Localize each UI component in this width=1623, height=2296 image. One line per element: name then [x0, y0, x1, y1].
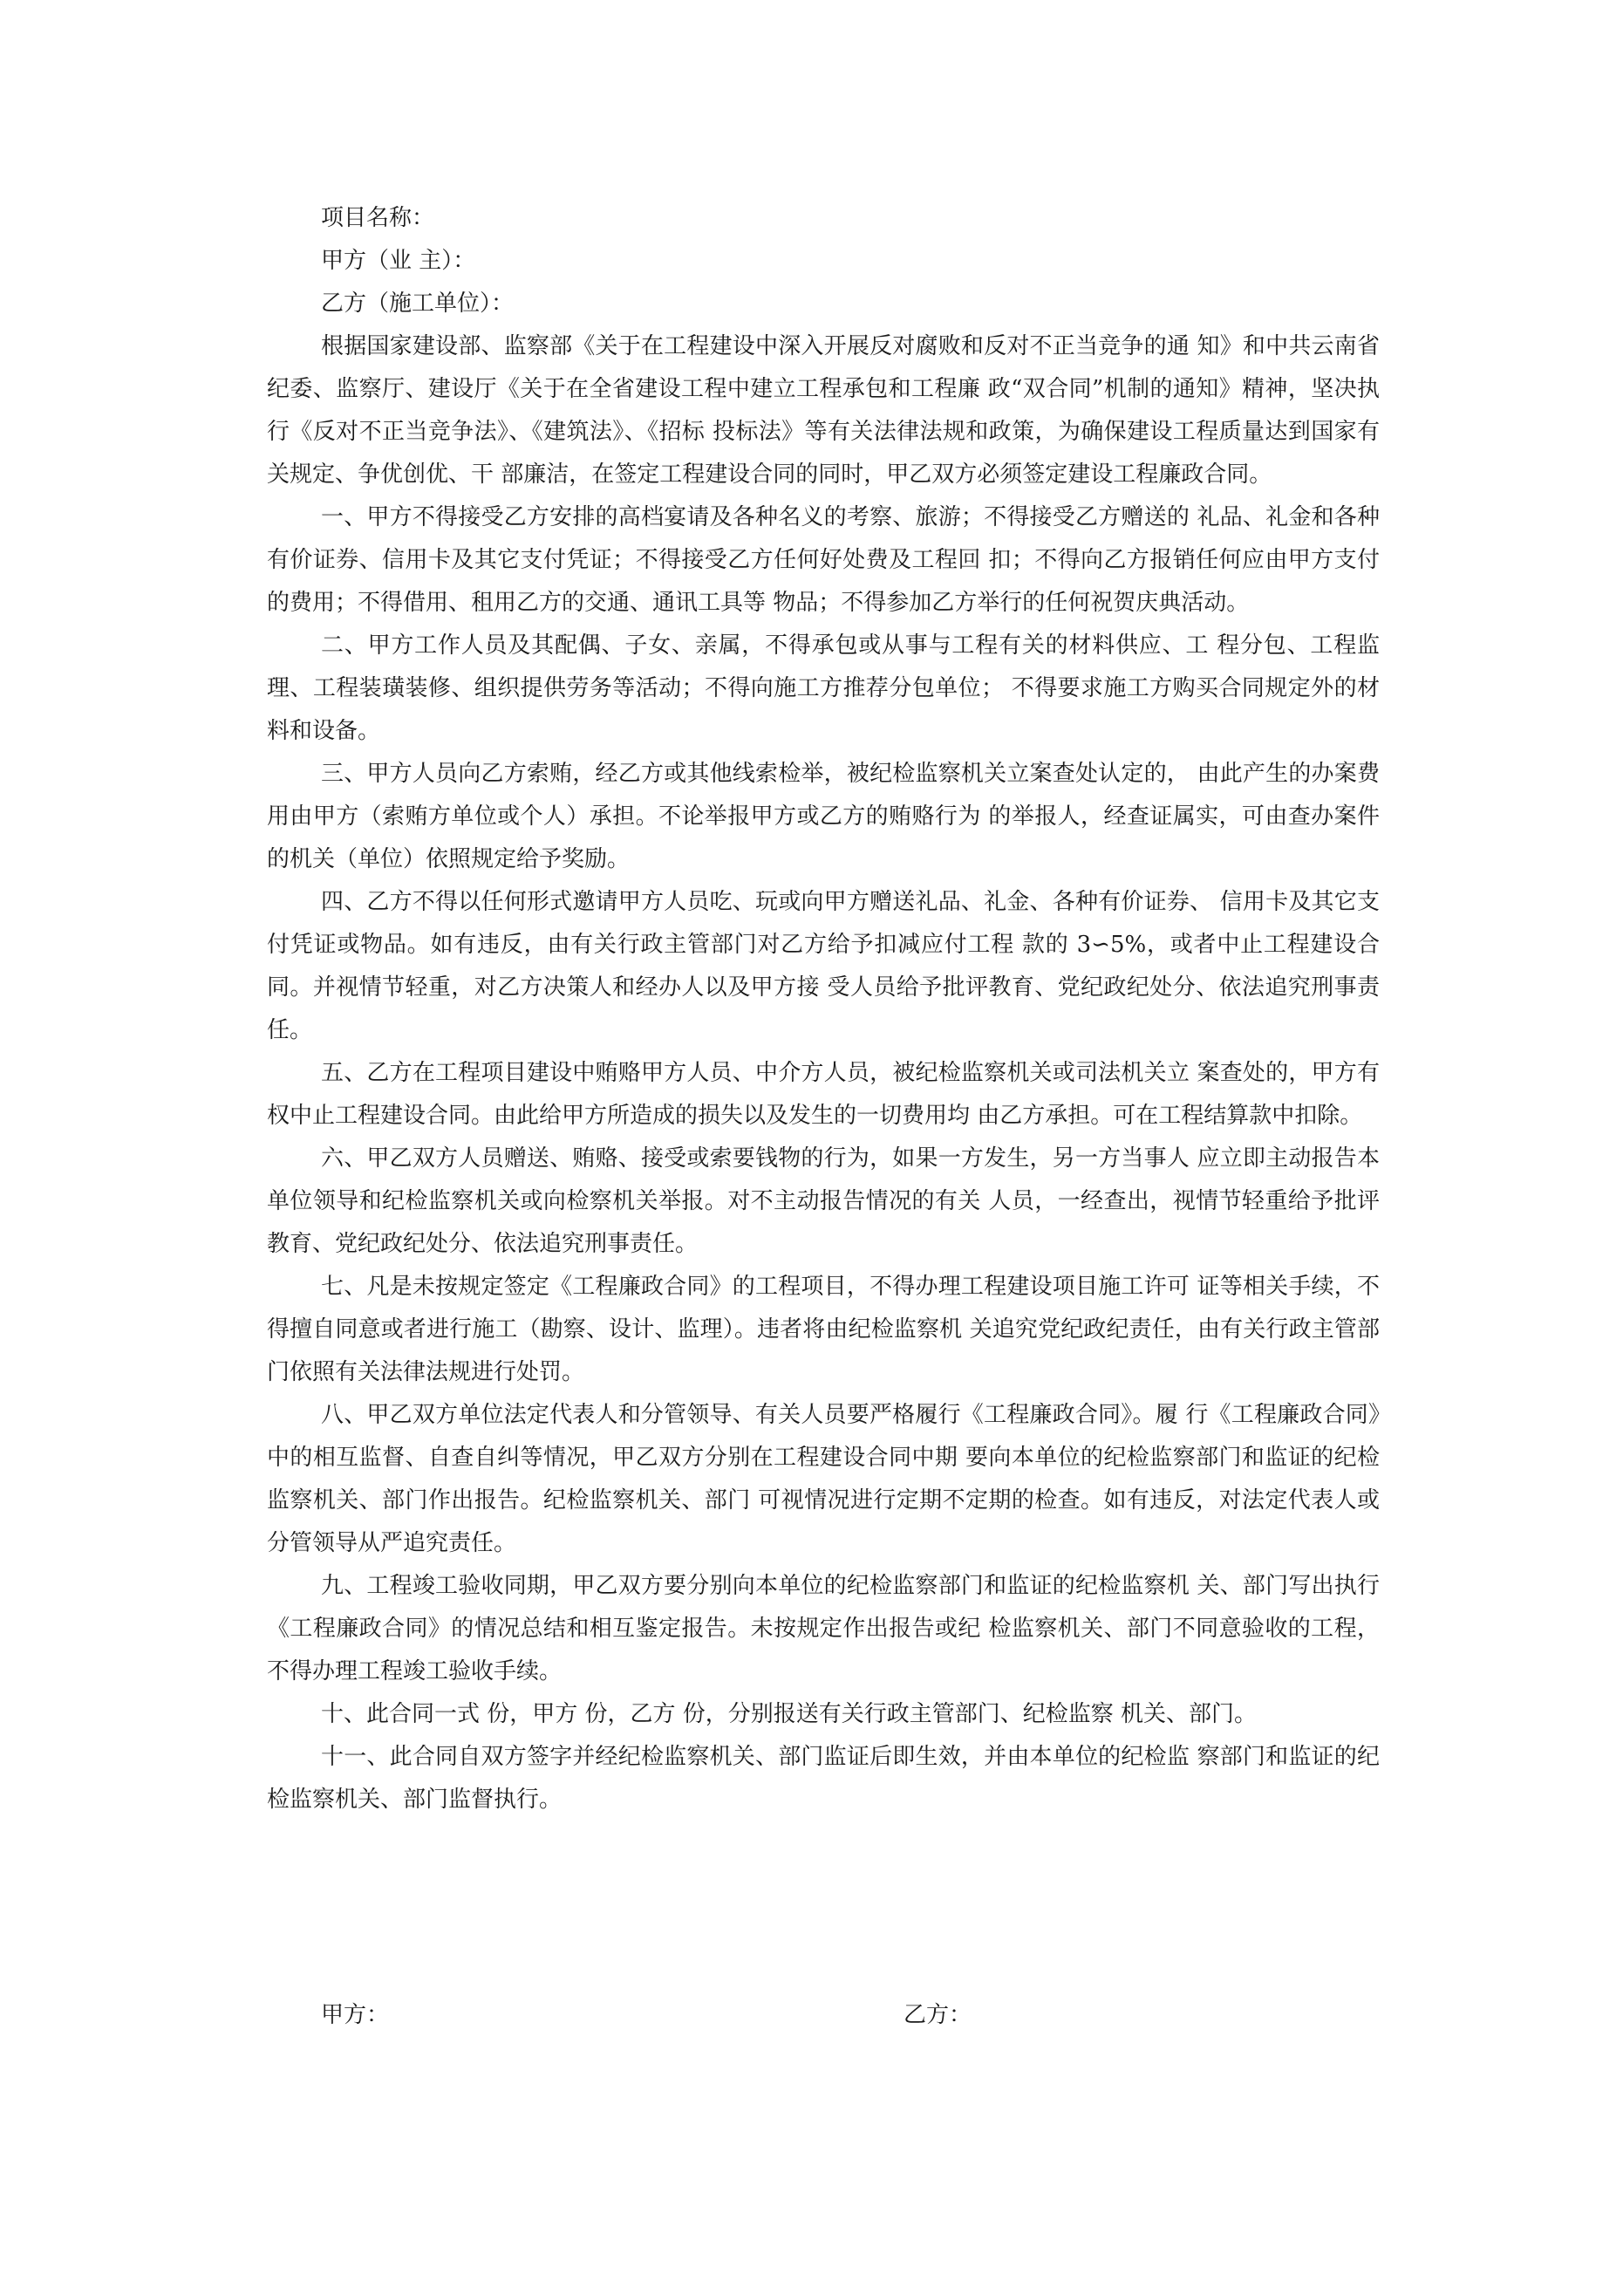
- paragraph-clause-4: 四、乙方不得以任何形式邀请甲方人员吃、玩或向甲方赠送礼品、礼金、各种有价证券、 信用卡及其它支付凭证或物品。如有违反，由有关行政主管部门对乙方给予扣减应付工程 款的 3∽5%，或者中止工程建设合同。并视情节轻重，对乙方决策人和经办人以及甲方接 受人员给予批评教育、党纪政纪处分、依法追究刑事责任。: [267, 889, 1380, 1043]
- paragraph-clause-1: 一、甲方不得接受乙方安排的高档宴请及各种名义的考察、旅游；不得接受乙方赠送的 礼品、礼金和各种有价证券、信用卡及其它支付凭证；不得接受乙方任何好处费及工程回 扣；不得向乙方报销任何应由甲方支付的费用；不得借用、租用乙方的交通、通讯工具等 物品；不得参加乙方举行的任何祝贺庆典活动。: [267, 504, 1380, 616]
- paragraph-clause-8: 八、甲乙双方单位法定代表人和分管领导、有关人员要严格履行《工程廉政合同》。履 行《工程廉政合同》中的相互监督、自查自纠等情况，甲乙双方分别在工程建设合同中期 要向本单位的纪检监察部门和监证的纪检监察机关、部门作出报告。纪检监察机关、部门 可视情况进行定期不定期的检查。如有违反，对法定代表人或分管领导从严追究责任。: [267, 1402, 1380, 1556]
- paragraph-clause-5: 五、乙方在工程项目建设中贿赂甲方人员、中介方人员，被纪检监察机关或司法机关立 案查处的，甲方有权中止工程建设合同。由此给甲方所造成的损失以及发生的一切费用均 由乙方承担。可在工程结算款中扣除。: [267, 1060, 1380, 1129]
- paragraph-clause-7: 七、凡是未按规定签定《工程廉政合同》的工程项目，不得办理工程建设项目施工许可 证等相关手续，不得擅自同意或者进行施工（勘察、设计、监理）。违者将由纪检监察机 关追究党纪政纪责任，由有关行政主管部门依照有关法律法规进行处罚。: [267, 1274, 1380, 1385]
- party-b-line: 乙方（施工单位）：: [321, 290, 515, 317]
- paragraph-clause-10: 十、此合同一式 份，甲方 份，乙方 份，分别报送有关行政主管部门、纪检监察 机关、部门。: [321, 1701, 1258, 1727]
- party-a-line: 甲方（业 主）：: [321, 248, 476, 274]
- paragraph-clause-9: 九、工程竣工验收同期，甲乙双方要分别向本单位的纪检监察部门和监证的纪检监察机 关、部门写出执行《工程廉政合同》的情况总结和相互鉴定报告。未按规定作出报告或纪 检监察机关、部门不同意验收的工程，不得办理工程竣工验收手续。: [267, 1573, 1380, 1684]
- project-name-line: 项目名称：: [321, 205, 435, 231]
- contract-body: [267, 197, 1380, 1821]
- paragraph-clause-3: 三、甲方人员向乙方索贿，经乙方或其他线索检举，被纪检监察机关立案查处认定的， 由此产生的办案费用由甲方（索贿方单位或个人）承担。不论举报甲方或乙方的贿赂行为 的举报人，经查证属实，可由查办案件的机关（单位）依照规定给予奖励。: [267, 761, 1380, 872]
- paragraph-clause-2: 二、甲方工作人员及其配偶、子女、亲属，不得承包或从事与工程有关的材料供应、工 程分包、工程监理、工程装璜装修、组织提供劳务等活动；不得向施工方推荐分包单位； 不得要求施工方购买合同规定外的材料和设备。: [267, 632, 1380, 744]
- paragraph-preamble: 根据国家建设部、监察部《关于在工程建设中深入开展反对腐败和反对不正当竞争的通 知》和中共云南省纪委、监察厅、建设厅《关于在全省建设工程中建立工程承包和工程廉 政“双合同”机制的通知》精神，坚决执行《反对不正当竞争法》、《建筑法》、《招标 投标法》等有关法律法规和政策，为确保建设工程质量达到国家有关规定、争优创优、干 部廉洁，在签定工程建设合同的同时，甲乙双方必须签定建设工程廉政合同。: [267, 333, 1380, 488]
- party-a-signature-label: 甲方：: [321, 2002, 390, 2028]
- paragraph-clause-11: 十一、此合同自双方签字并经纪检监察机关、部门监证后即生效，并由本单位的纪检监 察部门和监证的纪检监察机关、部门监督执行。: [267, 1744, 1380, 1813]
- party-b-signature-label: 乙方：: [904, 2002, 972, 2028]
- paragraph-clause-6: 六、甲乙双方人员赠送、贿赂、接受或索要钱物的行为，如果一方发生，另一方当事人 应立即主动报告本单位领导和纪检监察机关或向检察机关举报。对不主动报告情况的有关 人员，一经查出，视情节轻重给予批评教育、党纪政纪处分、依法追究刑事责任。: [267, 1145, 1380, 1257]
